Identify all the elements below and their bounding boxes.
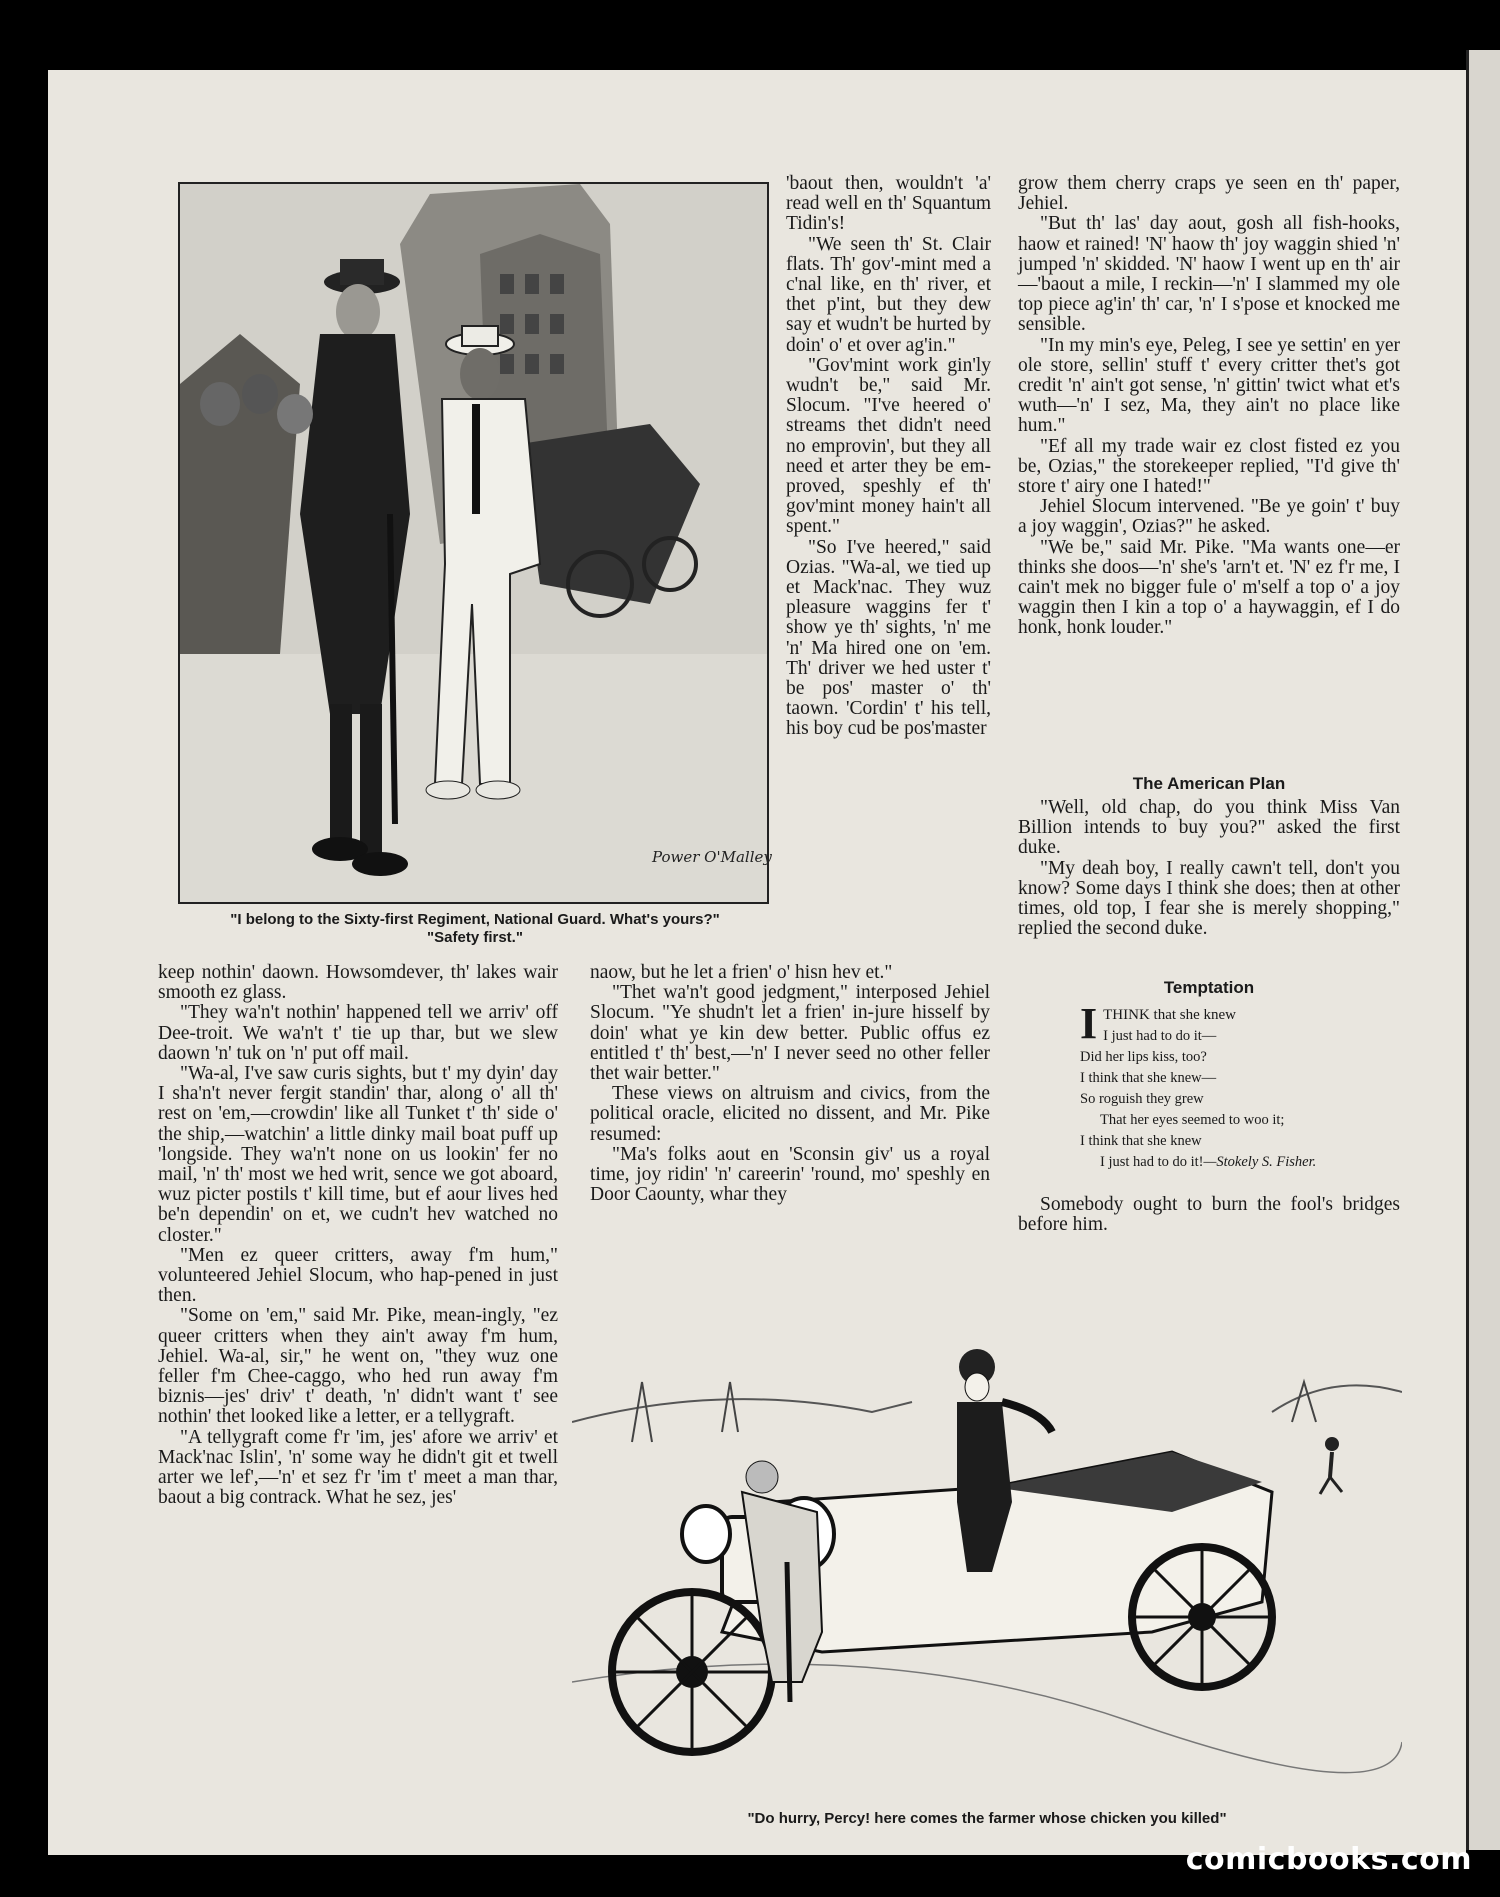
facing-page-edge xyxy=(1466,50,1500,1850)
paragraph: "Ef all my trade wair ez clost fisted ez you be, Ozias," the storekeeper replied, "I'd give th' store t' airy one I hated!" xyxy=(1018,435,1400,498)
paragraph: "But th' las' day aout, gosh all fish-hooks, haow et rained! 'N' haow th' joy waggin shied 'n' jumped 'n' skidded. 'N' haow I went up en th' air—'baout a mile, I reckin—'n' I slammed my ole top piece ag'in' th' car, 'n' I s'pose et knocked me sensible. xyxy=(1018,213,1400,336)
poem-line: I think that she knew— xyxy=(1080,1070,1217,1086)
paragraph: "Thet wa'n't good jedgment," interposed Jehiel Slocum. "Ye shudn't let a frien' in-jure hisself by doin' what ye kin dew better. Public offus ez entitled t' th' best,—'n' I never seed no other feller thet wair better." xyxy=(590,982,990,1085)
poem-line: I think that she knew xyxy=(1080,1133,1202,1149)
american-plan-body xyxy=(1018,798,1400,939)
poem-line: Did her lips kiss, too? xyxy=(1080,1049,1207,1065)
paragraph: "Gov'mint work gin'ly wudn't be," said Mr. Slocum. "I've heered o' streams thet didn't need no emprovin', but they all need et arter they be em-proved, speshly ef th' gov'mint money hain't all spent." xyxy=(786,354,991,538)
street-scene-drawing xyxy=(180,184,767,902)
paragraph: "Wa-al, I've saw curis sights, but t' my dyin' day I sha'n't never fergit standin' thar, along o' all th' rest on 'em,—crowdin' like all Tunket t' th' side o' the ship,—watchin' a little dinky mail boat puff up 'longside. They wa'n't none on us lookin' fer no mail, 'n' th' most we hed writ, sence we got aboard, wuz picter postils t' kill time, but ef aour lives hed be'n dependin' on et, we cudn't hev watched no closter." xyxy=(158,1063,558,1246)
temptation-poem xyxy=(1080,999,1400,1173)
poem-line: THINK that she knew xyxy=(1103,1007,1237,1023)
article-column-middle-bottom xyxy=(590,963,990,1205)
paragraph: keep nothin' daown. Howsomdever, th' lakes wair smooth ez glass. xyxy=(158,962,558,1004)
dropcap: I xyxy=(1080,999,1098,1048)
article-column-left-bottom xyxy=(158,963,558,1508)
poem-line: I just had to do it— xyxy=(1103,1028,1217,1044)
paragraph: These views on altruism and civics, from the political oracle, elicited no dissent, and Mr. Pike resumed: xyxy=(590,1083,990,1145)
temptation-heading: Temptation xyxy=(1163,978,1255,997)
paragraph: "We seen th' St. Clair flats. Th' gov'-mint med a c'nal like, en th' river, et thet p'int, but they dew say et wudn't be hurted by doin' o' et over ag'in." xyxy=(786,233,991,356)
car-scene-drawing xyxy=(572,1302,1402,1797)
paragraph: "Ma's folks aout en 'Sconsin giv' us a royal time, joy ridin' 'n' careerin' 'round, mo' speshly en Door Caounty, whar they xyxy=(590,1143,990,1206)
top-illustration xyxy=(178,182,769,904)
bottom-illustration-caption: "Do hurry, Percy! here comes the farmer whose chicken you killed" xyxy=(747,1810,1227,1827)
paragraph: grow them cherry craps ye seen en th' paper, Jehiel. xyxy=(1018,173,1400,215)
paragraph: 'baout then, wouldn't 'a' read well en th' Squantum Tidin's! xyxy=(786,173,991,235)
paragraph: "So I've heered," said Ozias. "Wa-al, we tied up et Mack'nac. They wuz pleasure waggins fer t' show ye th' sights, 'n' me 'n' Ma hired one on 'em. Th' driver we hed uster t' be pos' master o' th' taown. 'Cordin' t' his tell, his boy cud be pos'master xyxy=(786,536,991,740)
paragraph: "We be," said Mr. Pike. "Ma wants one—er thinks she doos—'n' she's 'arn't et. 'N' ez f'r me, I cain't mek no bigger fule o' m'self a top o' a joy waggin then I kin a top o' a haywaggin, ef I do honk, honk louder." xyxy=(1018,536,1400,639)
artist-signature: Power O'Malley xyxy=(652,848,772,866)
poem-line: I just had to do it! xyxy=(1100,1154,1204,1170)
paragraph: "In my min's eye, Peleg, I see ye settin' en yer ole store, sellin' stuff t' every critter thet's got credit 'n' ain't got sense, 'n' gittin' twict what et's wuth—'n' I sez, Ma, they ain't no place like hum." xyxy=(1018,334,1400,437)
site-watermark: comicbooks.com xyxy=(1185,1842,1472,1877)
paragraph: "Some on 'em," said Mr. Pike, mean-ingly, "ez queer critters when they ain't away f'm hum, Jehiel. Wa-al, sir," he went on, "they wuz one feller f'm Chee-caggo, who hed run away f'm biznis—jes' driv' t' death, 'n' didn't want t' see nothin' thet looked like a letter, er a tellygraft. xyxy=(158,1305,558,1428)
paragraph: "My deah boy, I really cawn't tell, don't you know? Some days I think she does; then at other times, old top, I fear she is merely shopping," replied the second duke. xyxy=(1018,857,1400,940)
bottom-illustration xyxy=(572,1302,1402,1797)
poem-author: —Stokely S. Fisher. xyxy=(1203,1154,1317,1170)
poem-line: That her eyes seemed to woo it; xyxy=(1100,1112,1285,1128)
paragraph: "Well, old chap, do you think Miss Van Billion intends to buy you?" asked the first duke. xyxy=(1018,797,1400,859)
american-plan-heading: The American Plan xyxy=(1132,774,1286,793)
paragraph: Jehiel Slocum intervened. "Be ye goin' t' buy a joy waggin', Ozias?" he asked. xyxy=(1018,496,1400,538)
top-illustration-caption: "I belong to the Sixty-first Regiment, National Guard. What's yours?" "Safety first." xyxy=(230,911,720,946)
paragraph: "They wa'n't nothin' happened tell we arriv' off Dee-troit. We wa'n't t' tie up thar, but we slew daown 'n' tuk on 'n' put off mail. xyxy=(158,1002,558,1064)
epigram: Somebody ought to burn the fool's bridges before him. xyxy=(1018,1194,1400,1236)
article-column-middle-top xyxy=(786,174,991,740)
poem-line: So roguish they grew xyxy=(1080,1091,1204,1107)
paragraph: "Men ez queer critters, away f'm hum," volunteered Jehiel Slocum, who hap-pened in just then. xyxy=(158,1244,558,1307)
paragraph: "A tellygraft come f'r 'im, jes' afore we arriv' et Mack'nac Islin', 'n' some way he didn't git et twell arter we lef',—'n' et sez f'r 'im t' meet a man thar, baout a big contrack. What he sez, jes' xyxy=(158,1426,558,1509)
paragraph: naow, but he let a frien' o' hisn hev et." xyxy=(590,962,893,983)
article-column-right-top xyxy=(1018,174,1400,639)
